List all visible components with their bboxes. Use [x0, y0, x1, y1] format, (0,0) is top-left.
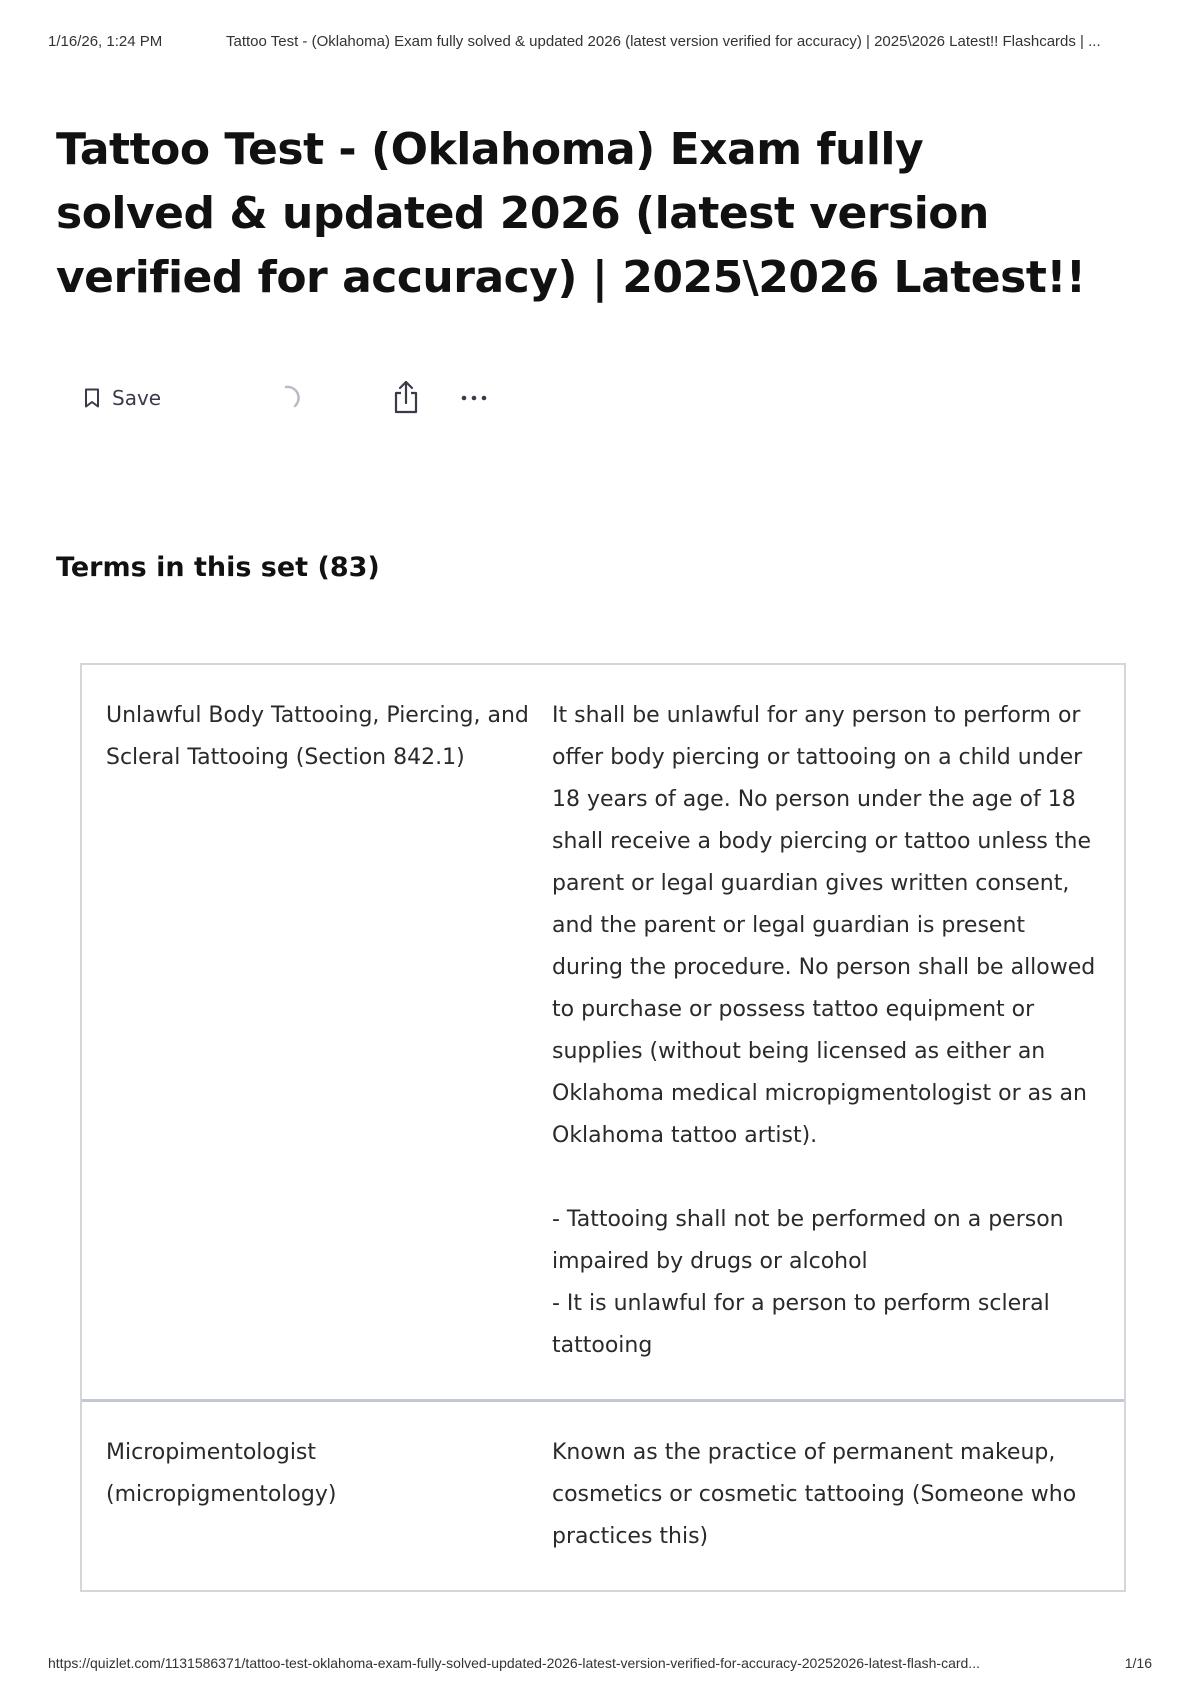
term-text: Micropimentologist (micropigmentology)	[106, 1440, 337, 1507]
loading-spinner-icon	[272, 382, 304, 419]
terms-section-title: Terms in this set (83)	[56, 552, 380, 583]
print-footer	[48, 1655, 1152, 1671]
print-page-number: 1/16	[1124, 1655, 1152, 1671]
page-title: Tattoo Test - (Oklahoma) Exam fully solved & updated 2026 (latest version verified for accuracy) | 2025\2026 Latest!!	[56, 124, 1086, 303]
print-header	[48, 33, 1152, 50]
term-definition: Known as the practice of permanent makeup, cosmetics or cosmetic tattooing (Someone who practices this)	[552, 1440, 1077, 1549]
print-url: https://quizlet.com/1131586371/tattoo-test-oklahoma-exam-fully-solved-updated-2026-latest-version-verified-for-accuracy-20252026-latest-flash-card...	[48, 1655, 980, 1671]
more-options-button[interactable]	[456, 378, 492, 418]
terms-list	[80, 663, 1126, 1592]
term-row	[82, 665, 1124, 1399]
share-button[interactable]	[388, 378, 424, 418]
share-icon	[392, 403, 420, 418]
more-options-icon	[458, 406, 490, 421]
print-document-title: Tattoo Test - (Oklahoma) Exam fully solved & updated 2026 (latest version verified for accuracy) | 2025\2026 Latest!! Flashcards | ...	[226, 33, 1101, 50]
print-timestamp: 1/16/26, 1:24 PM	[48, 33, 163, 50]
term-text: Unlawful Body Tattooing, Piercing, and Scleral Tattooing (Section 842.1)	[106, 703, 529, 770]
bookmark-icon	[84, 388, 100, 408]
term-definition: It shall be unlawful for any person to perform or offer body piercing or tattooing on a child under 18 years of age. No person under the age of 18 shall receive a body piercing or tattoo unless the parent or legal guardian gives written consent, and the parent or legal guardian is present during the procedure. No person shall be allowed to purchase or possess tattoo equipment or supplies (without being licensed as either an Oklahoma medical micropigmentologist or as an Oklahoma tattoo artist). - Tattooing shall not be performed on a person impaired by drugs or alcohol - It is unlawful for a person to perform scleral tattooing	[552, 703, 1096, 1358]
save-button[interactable]	[84, 378, 161, 418]
term-row	[82, 1399, 1124, 1590]
save-label: Save	[112, 386, 162, 410]
set-toolbar	[84, 378, 504, 418]
